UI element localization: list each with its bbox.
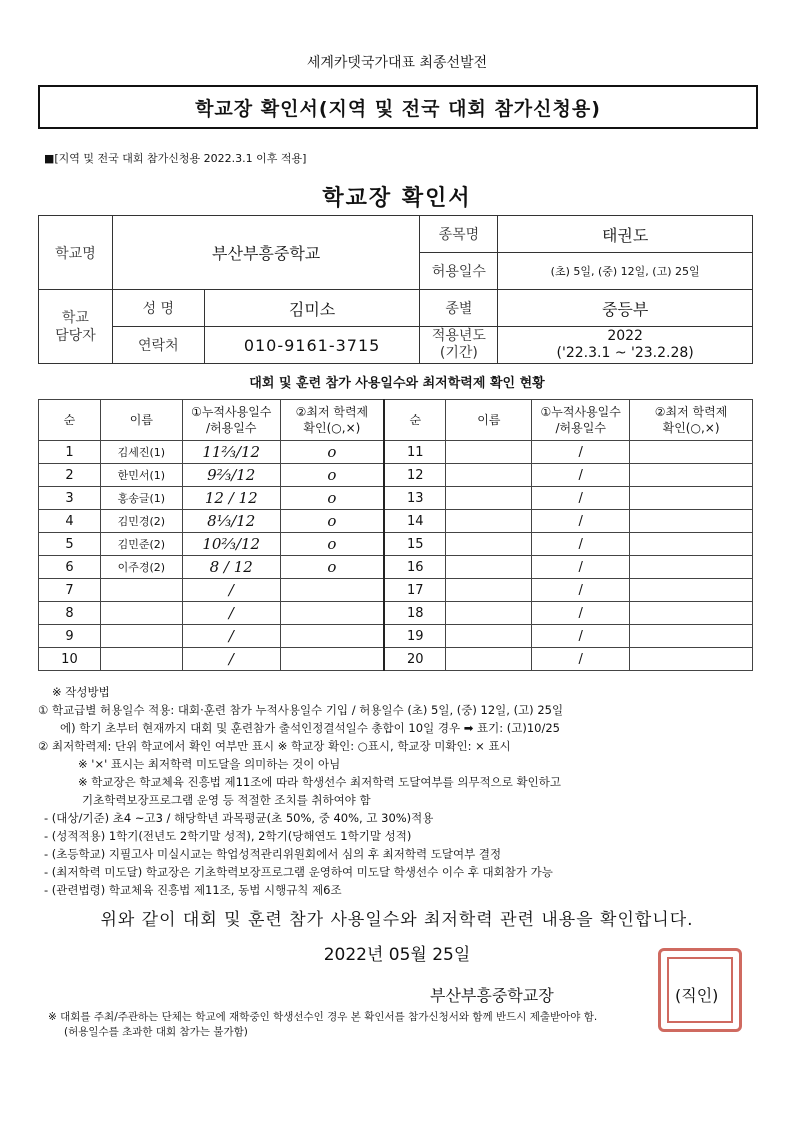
sport-label: 종목명 — [420, 216, 498, 253]
right-days-cell: / — [532, 602, 630, 625]
left-days-cell: / — [182, 625, 280, 648]
event-name: 세계카뎃국가대표 최종선발전 — [306, 55, 488, 71]
right-days-cell: / — [532, 510, 630, 533]
instructions — [38, 683, 758, 899]
left-check-cell: o — [280, 441, 384, 464]
header-name-right: 이름 — [446, 400, 532, 441]
table-row — [39, 625, 753, 648]
left-no-cell: 6 — [39, 556, 101, 579]
phone-label: 연락처 — [112, 327, 204, 364]
header-academic-right: ②최저 학력제 확인(○,×) — [630, 400, 753, 441]
right-name-cell — [446, 510, 532, 533]
table-row — [39, 648, 753, 671]
instruction-line: - (성적적용) 1학기(전년도 2학기말 성적), 2학기(당해연도 1학기말 성적) — [44, 829, 412, 843]
instruction-line: - (관련법령) 학교체육 진흥법 제11조, 동법 시행규칙 제6조 — [44, 883, 342, 897]
left-days-cell: 9⅔/12 — [182, 464, 280, 487]
sport-value: 태권도 — [498, 216, 753, 253]
instructions-title: ※ 작성방법 — [52, 685, 110, 699]
left-check-cell: o — [280, 464, 384, 487]
left-days-cell: 10⅔/12 — [182, 533, 280, 556]
instruction-line: ※ 학교장은 학교체육 진흥법 제11조에 따라 학생선수 최저학력 도달여부를 의무적으로 확인하고 — [78, 775, 561, 789]
right-check-cell — [630, 533, 753, 556]
left-days-cell: 11⅔/12 — [182, 441, 280, 464]
left-no-cell: 10 — [39, 648, 101, 671]
header-no-right: 순 — [384, 400, 446, 441]
right-no-cell: 11 — [384, 441, 446, 464]
left-check-cell — [280, 648, 384, 671]
section-title: 대회 및 훈련 참가 사용일수와 최저학력제 확인 현황 — [249, 376, 545, 391]
left-days-cell: 8⅓/12 — [182, 510, 280, 533]
right-no-cell: 16 — [384, 556, 446, 579]
right-no-cell: 15 — [384, 533, 446, 556]
right-name-cell — [446, 533, 532, 556]
right-check-cell — [630, 648, 753, 671]
confirmation-statement: 위와 같이 대회 및 훈련 참가 사용일수와 최저학력 관련 내용을 확인합니다. — [100, 910, 694, 930]
right-days-cell: / — [532, 625, 630, 648]
left-name-cell — [100, 602, 182, 625]
left-check-cell — [280, 602, 384, 625]
right-no-cell: 17 — [384, 579, 446, 602]
table-row — [39, 441, 753, 464]
table-row — [39, 533, 753, 556]
left-days-cell: / — [182, 579, 280, 602]
right-no-cell: 20 — [384, 648, 446, 671]
contact-label: 학교 담당자 — [39, 290, 113, 364]
left-name-cell: 김세진(1) — [100, 441, 182, 464]
left-days-cell: 12 / 12 — [182, 487, 280, 510]
year-cell — [498, 327, 753, 364]
right-check-cell — [630, 556, 753, 579]
instruction-line: - (최저학력 미도달) 학교장은 기초학력보장프로그램 운영하여 미도달 학생선수 이수 후 대회참가 가능 — [44, 865, 553, 879]
right-name-cell — [446, 556, 532, 579]
right-check-cell — [630, 625, 753, 648]
left-days-cell: 8 / 12 — [182, 556, 280, 579]
table-row — [39, 487, 753, 510]
school-name: 부산부흥중학교 — [112, 216, 420, 290]
table-row — [39, 464, 753, 487]
table-row — [39, 579, 753, 602]
left-days-cell: / — [182, 648, 280, 671]
right-days-cell: / — [532, 441, 630, 464]
right-days-cell: / — [532, 579, 630, 602]
category-label: 종별 — [420, 290, 498, 327]
year-value: 2022 — [607, 328, 643, 344]
header-academic: ②최저 학력제 확인(○,×) — [280, 400, 384, 441]
applicability-note: ■[지역 및 전국 대회 참가신청용 2022.3.1 이후 적용] — [44, 152, 307, 165]
principal-name: 부산부흥중학교장 — [430, 986, 554, 1005]
school-info-table — [38, 215, 753, 364]
contact-name: 김미소 — [204, 290, 420, 327]
footer-note: ※ 대회를 주최/주관하는 단체는 학교에 재학중인 학생선수인 경우 본 확인서를 참가신청서와 함께 반드시 제출받아야 함. — [48, 1011, 598, 1023]
right-name-cell — [446, 579, 532, 602]
left-name-cell — [100, 648, 182, 671]
roster-table — [38, 399, 753, 671]
instruction-line: ※ '×' 표시는 최저학력 미도달을 의미하는 것이 아님 — [78, 757, 341, 771]
instruction-line: - (초등학교) 지필고사 미실시교는 학업성적관리위원회에서 심의 후 최저학력 도달여부 결정 — [44, 847, 502, 861]
right-no-cell: 18 — [384, 602, 446, 625]
right-check-cell — [630, 464, 753, 487]
left-days-cell: / — [182, 602, 280, 625]
left-name-cell: 이주경(2) — [100, 556, 182, 579]
right-name-cell — [446, 441, 532, 464]
left-check-cell — [280, 579, 384, 602]
right-name-cell — [446, 602, 532, 625]
header-name: 이름 — [100, 400, 182, 441]
instruction-line: - (대상/기준) 초4 ~고3 / 해당학년 과목평균(초 50%, 중 40%, 고 30%)적용 — [44, 811, 434, 825]
left-name-cell: 김민준(2) — [100, 533, 182, 556]
school-label: 학교명 — [39, 216, 113, 290]
instruction-line: 기초학력보장프로그램 운영 등 적절한 조치를 취하여야 함 — [82, 793, 371, 807]
right-check-cell — [630, 579, 753, 602]
left-no-cell: 9 — [39, 625, 101, 648]
right-check-cell — [630, 487, 753, 510]
right-no-cell: 13 — [384, 487, 446, 510]
left-check-cell: o — [280, 510, 384, 533]
header-days: ①누적사용일수 /허용일수 — [182, 400, 280, 441]
footer-note-sub: (허용일수를 초과한 대회 참가는 불가함) — [64, 1026, 248, 1038]
period-value: ('22.3.1 ~ '23.2.28) — [556, 345, 694, 361]
year-label: 적용년도 (기간) — [420, 327, 498, 364]
document-title: 학교장 확인서 — [322, 186, 472, 211]
table-row — [39, 602, 753, 625]
left-no-cell: 5 — [39, 533, 101, 556]
right-check-cell — [630, 510, 753, 533]
left-no-cell: 7 — [39, 579, 101, 602]
table-row — [39, 556, 753, 579]
left-name-cell: 홍송글(1) — [100, 487, 182, 510]
right-name-cell — [446, 487, 532, 510]
left-no-cell: 4 — [39, 510, 101, 533]
left-check-cell: o — [280, 487, 384, 510]
instruction-line: ① 학교급별 허용일수 적용: 대회·훈련 참가 누적사용일수 기입 / 허용일수 (초) 5일, (중) 12일, (고) 25일 — [38, 703, 564, 717]
right-days-cell: / — [532, 464, 630, 487]
left-name-cell: 김민경(2) — [100, 510, 182, 533]
instruction-line: ② 최저학력제: 단위 학교에서 확인 여부만 표시 ※ 학교장 확인: ○표시, 학교장 미확인: × 표시 — [38, 739, 511, 753]
instruction-line: 에) 학기 초부터 현재까지 대회 및 훈련참가 출석인정결석일수 총합이 10일 경우 ➡ 표기: (고)10/25 — [60, 721, 560, 735]
header-no: 순 — [39, 400, 101, 441]
left-name-cell: 한민서(1) — [100, 464, 182, 487]
right-days-cell: / — [532, 648, 630, 671]
allowed-days-value: (초) 5일, (중) 12일, (고) 25일 — [498, 253, 753, 290]
seal-label: (직인) — [675, 986, 719, 1005]
header-days-right: ①누적사용일수 /허용일수 — [532, 400, 630, 441]
right-days-cell: / — [532, 533, 630, 556]
name-label: 성 명 — [112, 290, 204, 327]
right-name-cell — [446, 625, 532, 648]
left-no-cell: 8 — [39, 602, 101, 625]
left-name-cell — [100, 579, 182, 602]
form-title: 학교장 확인서(지역 및 전국 대회 참가신청용) — [38, 85, 758, 129]
right-check-cell — [630, 602, 753, 625]
right-name-cell — [446, 648, 532, 671]
allowed-days-label: 허용일수 — [420, 253, 498, 290]
left-check-cell: o — [280, 556, 384, 579]
right-check-cell — [630, 441, 753, 464]
left-check-cell: o — [280, 533, 384, 556]
phone-value: 010-9161-3715 — [204, 327, 420, 364]
left-check-cell — [280, 625, 384, 648]
left-no-cell: 1 — [39, 441, 101, 464]
left-no-cell: 3 — [39, 487, 101, 510]
right-no-cell: 12 — [384, 464, 446, 487]
right-no-cell: 19 — [384, 625, 446, 648]
right-days-cell: / — [532, 556, 630, 579]
left-no-cell: 2 — [39, 464, 101, 487]
category-value: 중등부 — [498, 290, 753, 327]
right-no-cell: 14 — [384, 510, 446, 533]
table-row — [39, 510, 753, 533]
issue-date: 2022년 05월 25일 — [323, 945, 471, 965]
left-name-cell — [100, 625, 182, 648]
right-name-cell — [446, 464, 532, 487]
right-days-cell: / — [532, 487, 630, 510]
